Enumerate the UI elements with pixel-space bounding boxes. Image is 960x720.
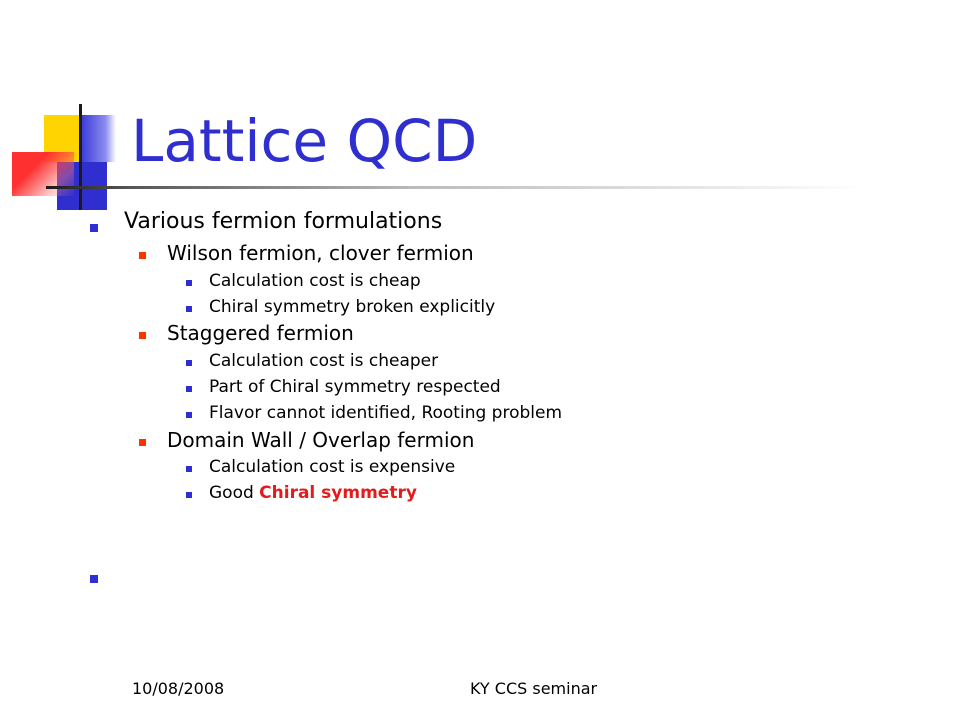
bullet-marker bbox=[186, 492, 192, 498]
bullet-marker bbox=[186, 360, 192, 366]
bullet-staggered: Staggered fermion bbox=[167, 321, 354, 345]
decor-vertical-line bbox=[79, 104, 82, 210]
empty-bullet-marker bbox=[90, 575, 98, 583]
bullet-wilson-item: Chiral symmetry broken explicitly bbox=[209, 297, 496, 317]
bullet-marker bbox=[139, 439, 146, 446]
good-prefix: Good bbox=[209, 483, 260, 503]
bullet-marker bbox=[186, 412, 192, 418]
footer-date: 10/08/2008 bbox=[132, 679, 225, 698]
bullet-wilson: Wilson fermion, clover fermion bbox=[167, 241, 474, 265]
bullet-domainwall: Domain Wall / Overlap fermion bbox=[167, 428, 475, 452]
bullet-marker bbox=[90, 224, 98, 232]
chiral-symmetry-highlight: Chiral symmetry bbox=[259, 483, 417, 503]
bullet-marker bbox=[186, 466, 192, 472]
footer-title: KY CCS seminar bbox=[470, 679, 598, 698]
bullet-marker bbox=[186, 280, 192, 286]
bullet-staggered-item: Part of Chiral symmetry respected bbox=[209, 377, 501, 397]
decor-horizontal-line bbox=[46, 186, 866, 189]
bullet-staggered-item: Flavor cannot identified, Rooting problem bbox=[209, 403, 563, 423]
bullet-staggered-item: Calculation cost is cheaper bbox=[209, 351, 439, 371]
bullet-domainwall-item: Calculation cost is expensive bbox=[209, 457, 456, 477]
bullet-marker bbox=[139, 252, 146, 259]
bullet-marker bbox=[186, 386, 192, 392]
bullet-main: Various fermion formulations bbox=[124, 209, 443, 234]
bullet-marker bbox=[139, 332, 146, 339]
slide-title: Lattice QCD bbox=[131, 107, 478, 175]
decor-red-square bbox=[12, 152, 74, 196]
bullet-wilson-item: Calculation cost is cheap bbox=[209, 271, 421, 291]
bullet-domainwall-good bbox=[209, 483, 417, 503]
bullet-marker bbox=[186, 306, 192, 312]
decor-blue-gradient-square bbox=[81, 115, 116, 162]
